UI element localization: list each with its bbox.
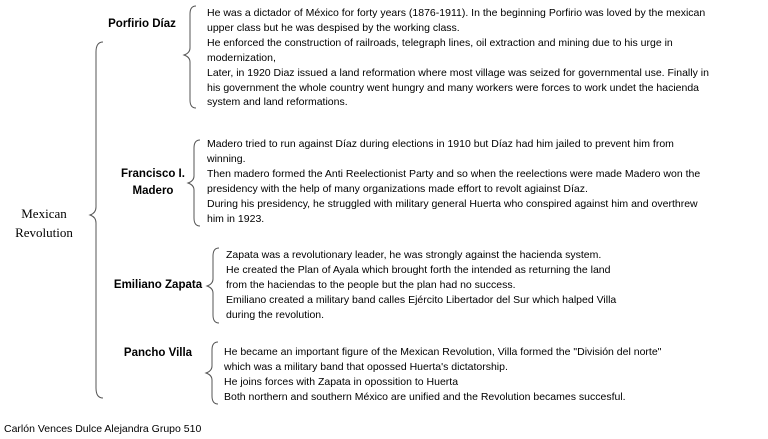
root-label-line: Revolution — [15, 225, 73, 240]
zapata-brace — [207, 248, 219, 323]
text-line: modernization, — [207, 51, 276, 64]
text-line: He became an important figure of the Mexican Revolution, Villa formed the "División del norte" — [224, 346, 662, 358]
porfirio-brace — [184, 6, 196, 108]
text-line: He was a dictador of México for forty years (1876-1911). In the beginning Porfirio was loved by the mexican — [207, 7, 706, 19]
section-text-madero — [207, 137, 700, 226]
text-line: system and land reformations. — [207, 96, 348, 109]
text-line: presidency with the help of many organizations made effort to revolt agiainst Díaz. — [207, 182, 588, 195]
text-line: He joins forces with Zapata in opossition to Huerta — [224, 375, 459, 388]
text-line: from the haciendas to the people but the plan had no success. — [226, 278, 516, 291]
section-label-line: Emiliano Zapata — [113, 279, 203, 291]
text-line: upper class but he was despised by the working class. — [207, 21, 460, 34]
text-line: Then madero formed the Anti Reelectionist Party and so when the reelections were made Madero won the — [207, 167, 701, 180]
section-label-line: Madero — [132, 185, 174, 197]
section-label-line: Francisco I. — [121, 168, 185, 180]
villa-brace — [206, 342, 218, 404]
author-footer: Carlón Vences Dulce Alejandra Grupo 510 — [4, 423, 202, 435]
text-line: He created the Plan of Ayala which brought forth the intended as returning the land — [226, 263, 611, 276]
text-line: winning. — [207, 152, 246, 165]
section-label-madero — [112, 166, 194, 200]
root-label — [4, 204, 84, 242]
text-line: During his presidency, he struggled with military general Huerta who conspired against him and overthrew — [207, 197, 698, 210]
text-line: which was a military band that opossed Huerta's dictatorship. — [224, 360, 508, 373]
text-line: Emiliano created a military band calles Ejército Libertador del Sur which halped Villa — [226, 293, 617, 306]
text-line: Both northern and southern México are unified and the Revolution becames succesful. — [224, 390, 626, 403]
section-label-zapata — [108, 277, 208, 294]
section-text-zapata — [226, 248, 616, 323]
text-line: He enforced the construction of railroads, telegraph lines, oil extraction and mining due to his urge in — [207, 36, 673, 49]
text-line: Later, in 1920 Diaz issued a land reformation where most village was seized for governmental use. Finally in — [207, 66, 709, 79]
root-brace — [90, 42, 103, 398]
section-label-porfirio — [100, 16, 184, 33]
text-line: his government the whole country went hungry and many workers were forces to work undet the hacienda — [207, 81, 700, 94]
text-line: Zapata was a revolutionary leader, he was strongly against the hacienda system. — [226, 249, 602, 261]
section-text-villa — [224, 345, 661, 405]
section-label-line: Porfirio Díaz — [108, 18, 176, 30]
text-line: during the revolution. — [226, 308, 325, 321]
text-line: Madero tried to run against Díaz during elections in 1910 but Díaz had him jailed to prevent him from — [207, 138, 674, 150]
text-line: him in 1923. — [207, 212, 265, 225]
section-text-porfirio — [207, 6, 709, 110]
section-label-line: Pancho Villa — [123, 347, 193, 359]
root-label-line: Mexican — [21, 206, 67, 221]
section-label-villa — [112, 345, 204, 362]
